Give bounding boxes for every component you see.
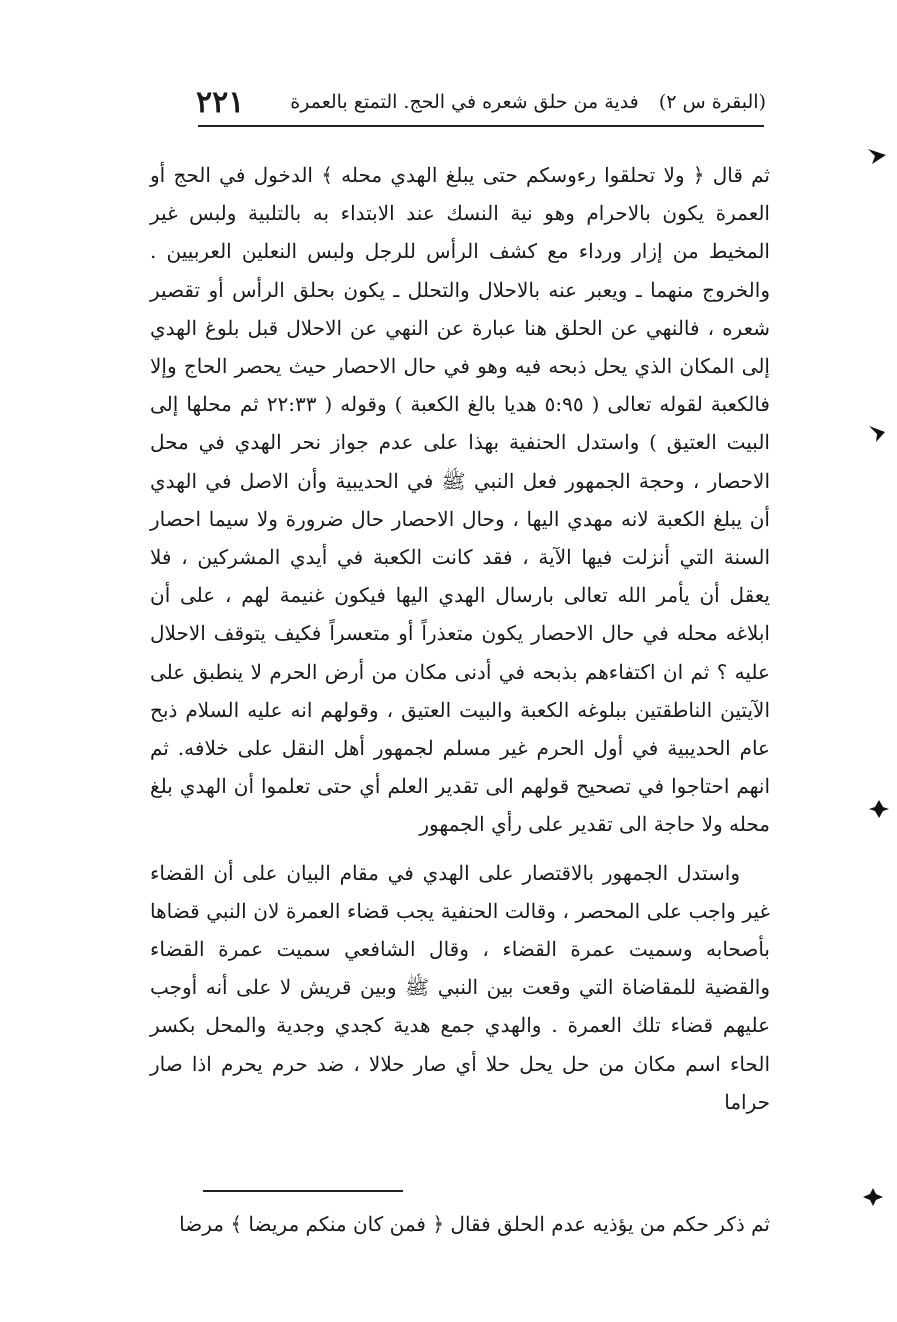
margin-mark-icon: [862, 1186, 884, 1208]
surah-reference: (البقرة س ٢): [658, 91, 766, 113]
paragraph: واستدل الجمهور بالاقتصار على الهدي في مقام البيان على أن القضاء غير واجب على المحصر ، وقالت الحنفية يجب قضاء العمرة لان النبي قضاها بأصحابه وسميت عمرة القضاء ، وقال الشافعي سميت عمرة القضاء والقضية للمقاضاة التي وقعت بين النبي ﷺ وبين قريش لا على أنه أوجب عليهم قضاء تلك العمرة . والهدي جمع هدية كجدي وجدية والمحل بكسر الحاء اسم مكان من حل يحل حلا أي صار حلالا ، ضد حرم يحرم اذا صار حراما: [150, 860, 770, 1114]
margin-mark-icon: [866, 144, 888, 166]
footnote: ثم ذكر حكم من يؤذيه عدم الحلق فقال ﴿ فمن كان منكم مريضا ﴾ مرضا: [179, 1212, 770, 1236]
page-number: ٢٢١: [196, 84, 245, 120]
margin-mark-icon: [866, 422, 888, 444]
paragraph: ثم قال ﴿ ولا تحلقوا رءوسكم حتى يبلغ الهدي محله ﴾ الدخول في الحج أو العمرة يكون بالاحرام وهو نية النسك عند الابتداء به بالتلبية ولبس غير المخيط من إزار ورداء مع كشف الرأس للرجل ولبس النعلين العربيين . والخروج منهما ـ ويعبر عنه بالاحلال والتحلل ـ يكون بحلق الرأس أو تقصير شعره ، فالنهي عن الحلق هنا عبارة عن النهي عن الاحلال قبل بلوغ الهدي إلى المكان الذي يحل ذبحه فيه وهو في حال الاحصار حيث يحصر الحاج وإلا فالكعبة لقوله تعالى ( ٥:٩٥ هديا بالغ الكعبة ) وقوله ( ٢٢:٣٣ ثم محلها إلى البيت العتيق ) واستدل الحنفية بهذا على عدم جواز نحر الهدي في محل الاحصار ، وحجة الجمهور فعل النبي ﷺ في الحديبية وأن الاصل في الهدي أن يبلغ الكعبة لانه مهدي اليها ، وحال الاحصار حال ضرورة ولا سيما احصار السنة التي أنزلت فيها الآية ، فقد كانت الكعبة في أيدي المشركين ، فلا يعقل أن يأمر الله تعالى بارسال الهدي اليها فيكون غنيمة لهم ، على أن ابلاغه محله في حال الاحصار يكون متعذراً أو متعسراً فكيف يتوقف الاحلال عليه ؟ ثم ان اكتفاءهم بذبحه في أدنى مكان من أرض الحرم لا ينطبق على الآيتين الناطقتين ببلوغه الكعبة والبيت العتيق ، وقولهم انه عليه السلام ذبح عام الحديبية في أول الحرم غير مسلم لجمهور أهل النقل على خلافه. ثم انهم احتاجوا في تصحيح قولهم الى تقدير العلم أي حتى تعلموا أن الهدي بلغ محله ولا حاجة الى تقدير على رأي الجمهور: [150, 163, 770, 837]
footnote-rule: [203, 1190, 403, 1192]
running-header: [196, 82, 766, 122]
main-text: [150, 156, 770, 1121]
header-rule: [198, 125, 764, 127]
header-title-group: [290, 91, 766, 113]
margin-mark-icon: [868, 798, 890, 820]
section-title: فدية من حلق شعره في الحج. التمتع بالعمرة: [290, 91, 639, 113]
